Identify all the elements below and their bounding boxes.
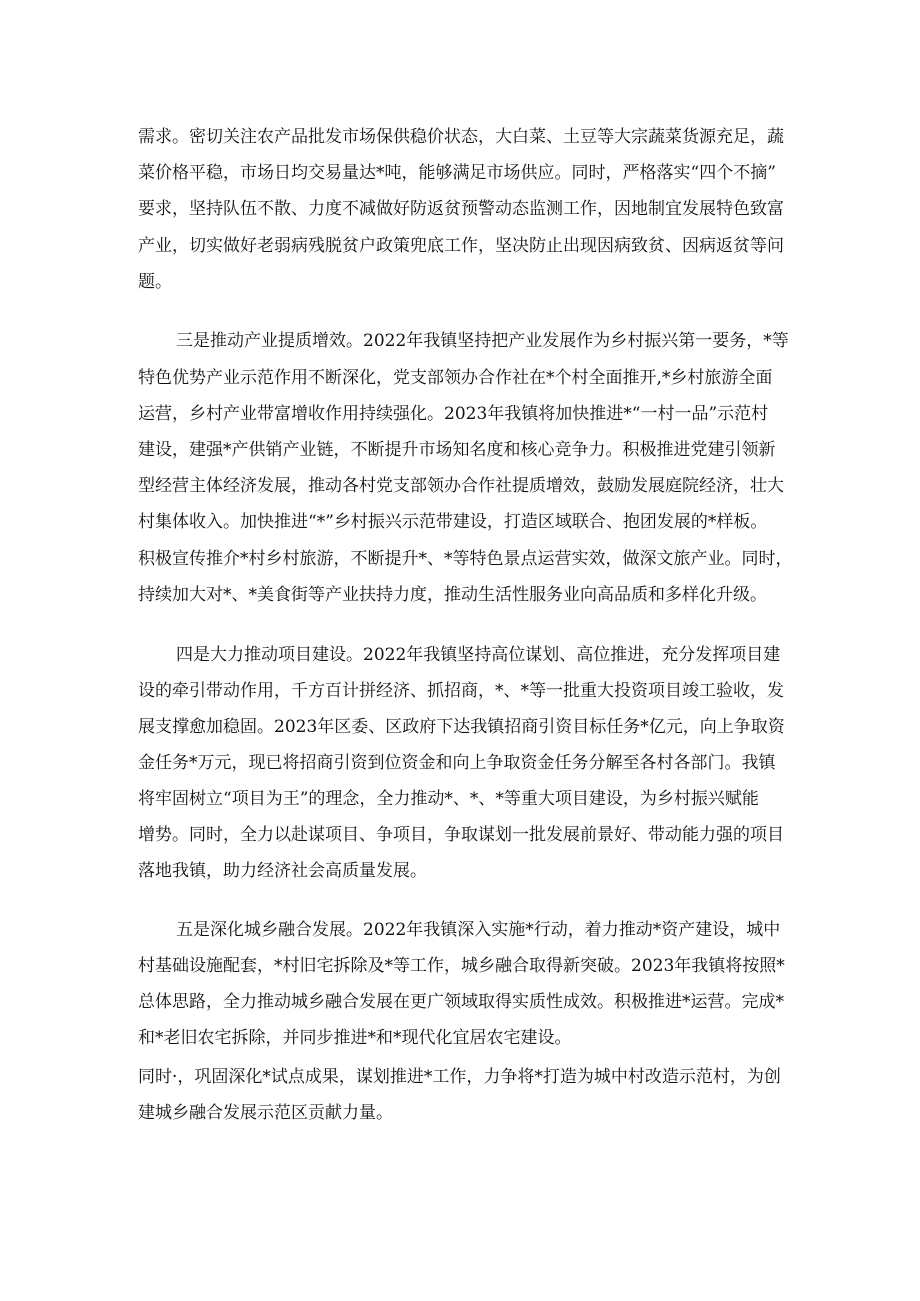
paragraph-1-line-2: 菜价格平稳，市场日均交易量达*吨，能够满足市场供应。同时，严格落实“四个不摘”: [138, 163, 776, 183]
paragraph-2-line-6: 村集体收入。加快推进“*”乡村振兴示范带建设，打造区域联合、抱团发展的*样板。: [138, 512, 768, 532]
paragraph-3-line-6: 增势。同时，全力以赴谋项目、争项目，争取谋划一批发展前景好、带动能力强的项目: [138, 825, 784, 845]
paragraph-4-line-3: 总体思路，全力推动城乡融合发展在更广领域取得实质性成效。积极推进*运营。完成*: [138, 992, 784, 1012]
paragraph-1-line-1: 需求。密切关注农产品批发市场保供稳价状态，大白菜、土豆等大宗蔬菜货源充足，蔬: [138, 127, 784, 147]
paragraph-1-line-3: 要求，坚持队伍不散、力度不减做好防返贫预警动态监测工作，因地制宜发展特色致富: [138, 199, 784, 219]
paragraph-2-line-7: 积极宣传推介*村乡村旅游，不断提升*、*等特色景点运营实效，做深文旅产业。同时，: [138, 549, 793, 569]
paragraph-3-line-1: 四是大力推动项目建设。2022年我镇坚持高位谋划、高位推进，充分发挥项目建: [176, 645, 781, 665]
paragraph-4-line-1: 五是深化城乡融合发展。2022年我镇深入实施*行动，着力推动*资产建设，城中: [176, 920, 781, 940]
paragraph-3-line-7: 落地我镇，助力经济社会高质量发展。: [138, 861, 427, 881]
paragraph-2-line-4: 建设，建强*产供销产业链，不断提升市场知名度和核心竞争力。积极推进党建引领新: [138, 440, 776, 460]
paragraph-2-line-3: 运营，乡村产业带富增收作用持续强化。2023年我镇将加快推进*“一村一品”示范村: [138, 404, 769, 424]
paragraph-2-line-2: 特色优势产业示范作用不断深化，党支部领办合作社在*个村全面推开,*乡村旅游全面: [138, 368, 773, 388]
paragraph-1-line-4: 产业，切实做好老弱病残脱贫户政策兜底工作，坚决防止出现因病致贫、因病返贫等问: [138, 236, 784, 256]
paragraph-3-line-2: 设的牵引带动作用，千方百计拼经济、抓招商，*、*等一批重大投资项目竣工验收，发: [138, 681, 784, 701]
paragraph-3-line-3: 展支撑愈加稳固。2023年区委、区政府下达我镇招商引资目标任务*亿元，向上争取资: [138, 717, 785, 737]
paragraph-3-line-4: 金任务*万元，现已将招商引资到位资金和向上争取资金任务分解至各村各部门。我镇: [138, 753, 776, 773]
paragraph-5-line-1: 同时·，巩固深化*试点成果，谋划推进*工作，力争将*打造为城中村改造示范村，为创: [138, 1067, 781, 1087]
paragraph-2-line-8: 持续加大对*、*美食街等产业扶持力度，推动生活性服务业向高品质和多样化升级。: [138, 585, 767, 605]
paragraph-2-line-5: 型经营主体经济发展，推动各村党支部领办合作社提质增效，鼓励发展庭院经济，壮大: [138, 476, 784, 496]
paragraph-4-line-2: 村基础设施配套，*村旧宅拆除及*等工作，城乡融合取得新突破。2023年我镇将按照*: [138, 956, 785, 976]
paragraph-1-line-5: 题。: [138, 272, 172, 292]
paragraph-2-line-1: 三是推动产业提质增效。2022年我镇坚持把产业发展作为乡村振兴第一要务，*等: [176, 331, 789, 351]
paragraph-3-line-5: 将牢固树立“项目为王”的理念，全力推动*、*、*等重大项目建设，为乡村振兴赋能: [138, 789, 759, 809]
paragraph-4-line-4: 和*老旧农宅拆除，并同步推进*和*现代化宜居农宅建设。: [138, 1028, 572, 1048]
paragraph-5-line-2: 建城乡融合发展示范区贡献力量。: [138, 1103, 393, 1123]
